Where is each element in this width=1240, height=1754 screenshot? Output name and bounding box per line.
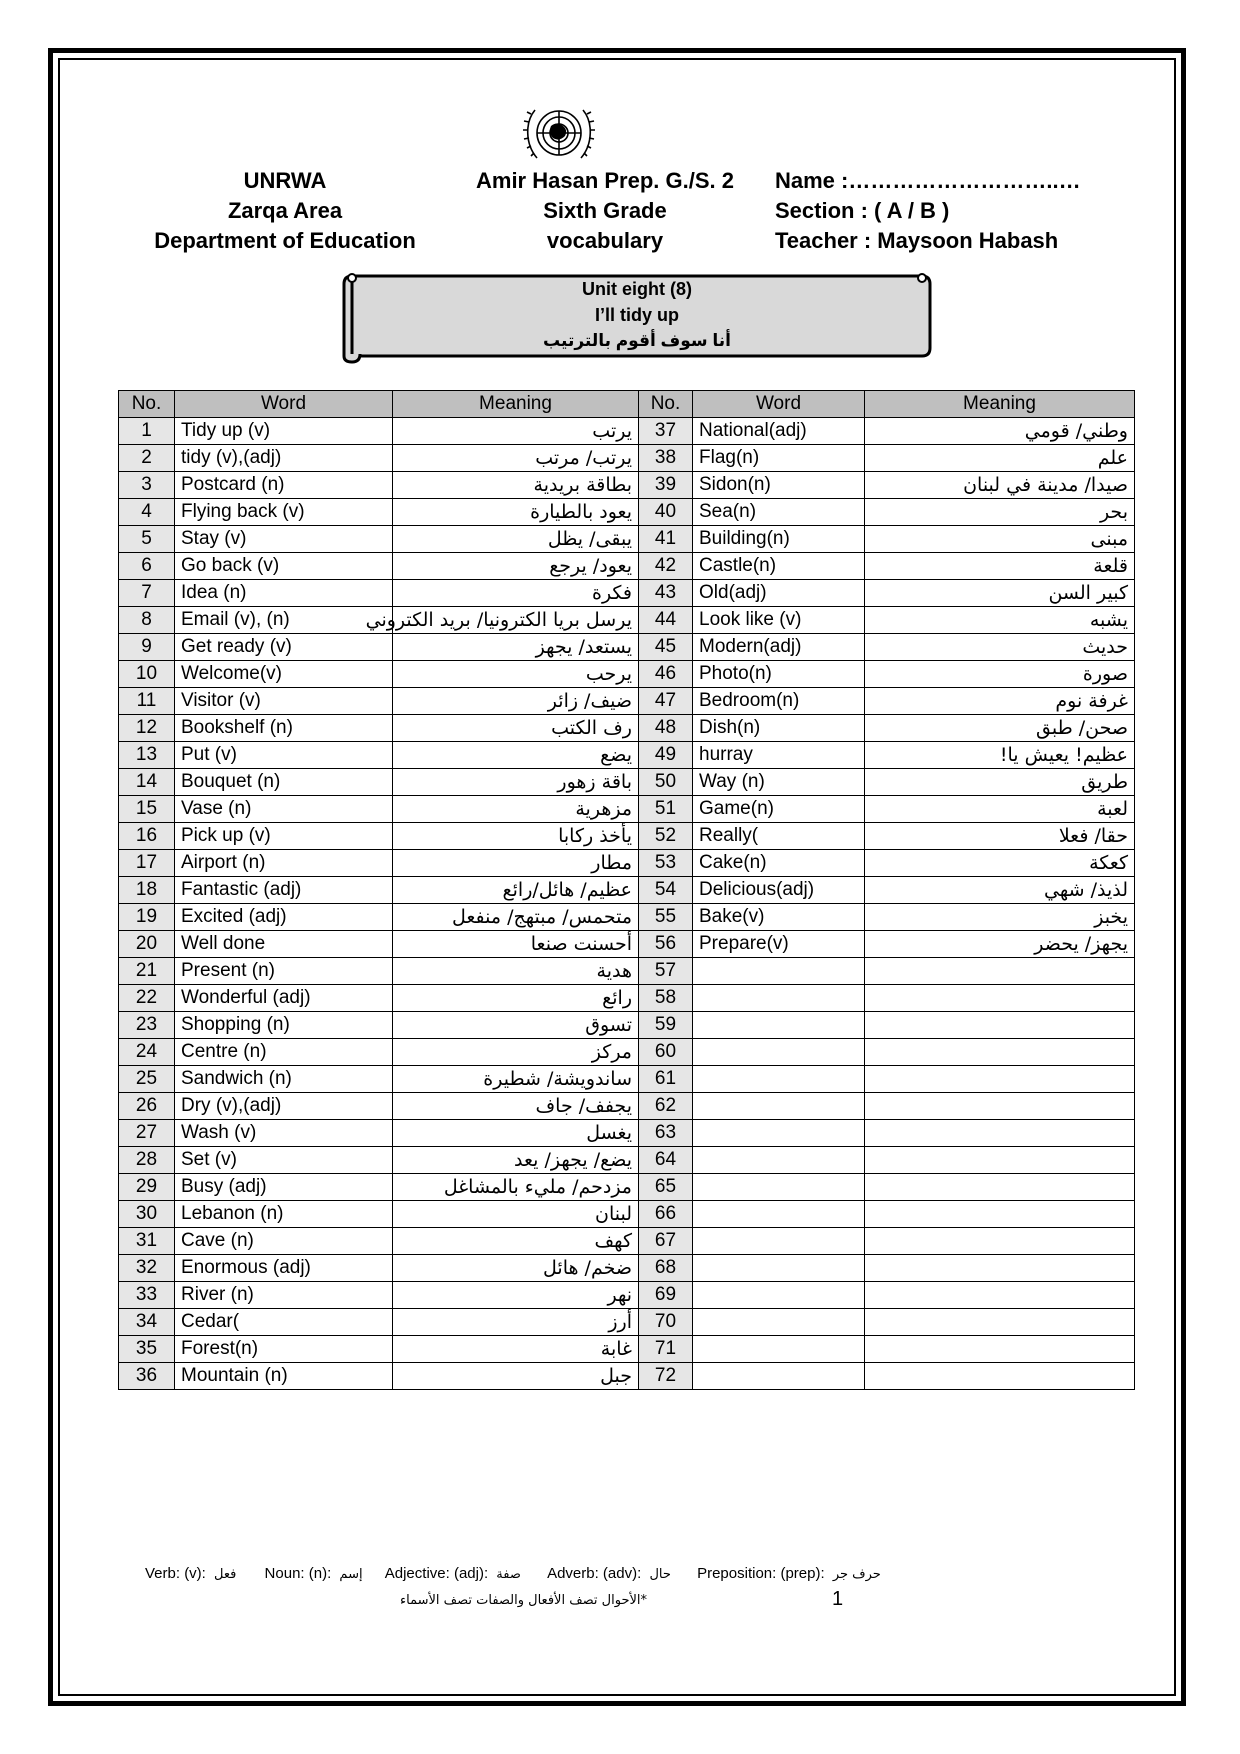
row-number: 26	[119, 1093, 175, 1120]
meaning-cell: طريق	[865, 769, 1135, 796]
table-row	[119, 688, 1135, 715]
table-row	[119, 1336, 1135, 1363]
word-cell	[693, 1147, 865, 1174]
word-cell: Game(n)	[693, 796, 865, 823]
meaning-cell: عظيم! يعيش يا!	[865, 742, 1135, 769]
header-org: UNRWA	[243, 168, 327, 193]
meaning-cell: كبير السن	[865, 580, 1135, 607]
row-number: 44	[639, 607, 693, 634]
word-cell	[693, 1120, 865, 1147]
row-number: 33	[119, 1282, 175, 1309]
header-name-field[interactable]: Name :………………………..…	[775, 168, 1081, 193]
row-number: 25	[119, 1066, 175, 1093]
word-cell: Airport (n)	[175, 850, 393, 877]
word-cell: Prepare(v)	[693, 931, 865, 958]
row-number: 29	[119, 1174, 175, 1201]
word-cell: hurray	[693, 742, 865, 769]
row-number: 6	[119, 553, 175, 580]
header-teacher: Teacher : Maysoon Habash	[775, 228, 1059, 253]
row-number: 30	[119, 1201, 175, 1228]
meaning-cell: نهر	[393, 1282, 639, 1309]
row-number: 5	[119, 526, 175, 553]
table-row	[119, 1174, 1135, 1201]
word-cell: Building(n)	[693, 526, 865, 553]
meaning-cell: أحسنت صنعا	[393, 931, 639, 958]
meaning-cell	[865, 1282, 1135, 1309]
header-subject: vocabulary	[546, 228, 664, 253]
word-cell: Stay (v)	[175, 526, 393, 553]
row-number: 53	[639, 850, 693, 877]
row-number: 52	[639, 823, 693, 850]
row-number: 13	[119, 742, 175, 769]
word-cell: tidy (v),(adj)	[175, 445, 393, 472]
legend-preposition-en: Preposition: (prep):	[697, 1565, 825, 1582]
meaning-cell: بحر	[865, 499, 1135, 526]
word-cell: Forest(n)	[175, 1336, 393, 1363]
row-number: 67	[639, 1228, 693, 1255]
row-number: 17	[119, 850, 175, 877]
row-number: 21	[119, 958, 175, 985]
meaning-cell: متحمس/ مبتهج/ منفعل	[393, 904, 639, 931]
word-cell: Dish(n)	[693, 715, 865, 742]
legend-preposition-ar: حرف جر	[832, 1567, 881, 1582]
legend-adjective-ar: صفة	[496, 1567, 521, 1582]
word-cell: Busy (adj)	[175, 1174, 393, 1201]
row-number: 66	[639, 1201, 693, 1228]
meaning-cell: حديث	[865, 634, 1135, 661]
header-section: Section : ( A / B )	[775, 198, 950, 223]
column-header: No.	[119, 391, 175, 418]
meaning-cell: يشبه	[865, 607, 1135, 634]
unit-title: Unit eight (8)	[582, 279, 692, 299]
row-number: 18	[119, 877, 175, 904]
word-cell: Flag(n)	[693, 445, 865, 472]
table-row	[119, 1228, 1135, 1255]
row-number: 11	[119, 688, 175, 715]
row-number: 45	[639, 634, 693, 661]
un-emblem-logo	[521, 100, 597, 166]
table-row	[119, 877, 1135, 904]
row-number: 72	[639, 1363, 693, 1390]
meaning-cell: يخبز	[865, 904, 1135, 931]
row-number: 61	[639, 1066, 693, 1093]
word-cell: Cedar(	[175, 1309, 393, 1336]
row-number: 71	[639, 1336, 693, 1363]
table-row	[119, 526, 1135, 553]
word-cell: Centre (n)	[175, 1039, 393, 1066]
word-cell: Pick up (v)	[175, 823, 393, 850]
row-number: 47	[639, 688, 693, 715]
row-number: 32	[119, 1255, 175, 1282]
row-number: 59	[639, 1012, 693, 1039]
meaning-cell	[865, 1201, 1135, 1228]
word-cell: Wash (v)	[175, 1120, 393, 1147]
word-cell: Way (n)	[693, 769, 865, 796]
row-number: 1	[119, 418, 175, 445]
word-cell: Bedroom(n)	[693, 688, 865, 715]
table-row	[119, 904, 1135, 931]
table-row	[119, 1201, 1135, 1228]
meaning-cell	[865, 1336, 1135, 1363]
table-row	[119, 931, 1135, 958]
table-row	[119, 1147, 1135, 1174]
table-row	[119, 715, 1135, 742]
footer-note: *الأحوال تصف الأفعال والصفات تصف الأسماء	[400, 1593, 648, 1608]
table-row	[119, 823, 1135, 850]
row-number: 41	[639, 526, 693, 553]
row-number: 60	[639, 1039, 693, 1066]
word-cell: Bake(v)	[693, 904, 865, 931]
table-row	[119, 445, 1135, 472]
meaning-cell	[865, 1255, 1135, 1282]
row-number: 2	[119, 445, 175, 472]
word-cell: Go back (v)	[175, 553, 393, 580]
table-row	[119, 499, 1135, 526]
meaning-cell: مطار	[393, 850, 639, 877]
table-row	[119, 472, 1135, 499]
word-cell: Photo(n)	[693, 661, 865, 688]
word-cell: Email (v), (n)	[175, 607, 393, 634]
word-cell	[693, 1255, 865, 1282]
column-header: Meaning	[393, 391, 639, 418]
word-cell: Get ready (v)	[175, 634, 393, 661]
table-row	[119, 850, 1135, 877]
word-cell: Really(	[693, 823, 865, 850]
meaning-cell: يرتب/ مرتب	[393, 445, 639, 472]
meaning-cell: يعود بالطيارة	[393, 499, 639, 526]
meaning-cell: يعود/ يرجع	[393, 553, 639, 580]
row-number: 57	[639, 958, 693, 985]
row-number: 7	[119, 580, 175, 607]
row-number: 51	[639, 796, 693, 823]
row-number: 69	[639, 1282, 693, 1309]
row-number: 8	[119, 607, 175, 634]
meaning-cell	[865, 958, 1135, 985]
table-row	[119, 1039, 1135, 1066]
legend-adjective-en: Adjective: (adj):	[384, 1565, 489, 1582]
word-cell: Cake(n)	[693, 850, 865, 877]
unit-arabic-title: أنا سوف أقوم بالترتيب	[543, 331, 731, 350]
meaning-cell	[865, 1066, 1135, 1093]
meaning-cell: يجفف/ جاف	[393, 1093, 639, 1120]
table-row	[119, 553, 1135, 580]
word-cell: National(adj)	[693, 418, 865, 445]
word-cell: Fantastic (adj)	[175, 877, 393, 904]
row-number: 48	[639, 715, 693, 742]
header-school: Amir Hasan Prep. G./S. 2	[476, 168, 734, 193]
word-cell: Tidy up (v)	[175, 418, 393, 445]
word-cell: Vase (n)	[175, 796, 393, 823]
meaning-cell: عظيم/ هائل/رائع	[393, 877, 639, 904]
row-number: 3	[119, 472, 175, 499]
meaning-cell: جبل	[393, 1363, 639, 1390]
word-cell	[693, 958, 865, 985]
meaning-cell: يضع/ يجهز/ يعد	[393, 1147, 639, 1174]
table-row	[119, 1309, 1135, 1336]
legend-adverb-en: Adverb: (adv):	[547, 1565, 642, 1582]
table-row	[119, 742, 1135, 769]
table-row	[119, 1066, 1135, 1093]
column-header: Meaning	[865, 391, 1135, 418]
meaning-cell	[865, 1174, 1135, 1201]
meaning-cell: صيدا/ مدينة في لبنان	[865, 472, 1135, 499]
legend-noun-en: Noun: (n):	[264, 1565, 332, 1582]
row-number: 9	[119, 634, 175, 661]
row-number: 15	[119, 796, 175, 823]
meaning-cell	[865, 1309, 1135, 1336]
row-number: 35	[119, 1336, 175, 1363]
word-cell: Mountain (n)	[175, 1363, 393, 1390]
word-cell: Old(adj)	[693, 580, 865, 607]
legend-verb-ar: فعل	[214, 1567, 237, 1582]
meaning-cell	[865, 1012, 1135, 1039]
column-header: Word	[693, 391, 865, 418]
meaning-cell: لبنان	[393, 1201, 639, 1228]
word-cell: River (n)	[175, 1282, 393, 1309]
row-number: 54	[639, 877, 693, 904]
table-row	[119, 1282, 1135, 1309]
word-cell: Lebanon (n)	[175, 1201, 393, 1228]
row-number: 37	[639, 418, 693, 445]
row-number: 10	[119, 661, 175, 688]
meaning-cell: يرحب	[393, 661, 639, 688]
meaning-cell: مزدحم/ مليء بالمشاغل	[393, 1174, 639, 1201]
meaning-cell: باقة زهور	[393, 769, 639, 796]
unit-subtitle: I’ll tidy up	[595, 305, 679, 325]
row-number: 64	[639, 1147, 693, 1174]
meaning-cell: قلعة	[865, 553, 1135, 580]
row-number: 38	[639, 445, 693, 472]
table-row	[119, 1093, 1135, 1120]
word-cell	[693, 1228, 865, 1255]
word-cell	[693, 1066, 865, 1093]
meaning-cell: يستعد/ يجهز	[393, 634, 639, 661]
meaning-cell	[865, 1363, 1135, 1390]
table-row	[119, 607, 1135, 634]
meaning-cell	[865, 1093, 1135, 1120]
legend-noun-ar: إسم	[339, 1567, 363, 1582]
row-number: 20	[119, 931, 175, 958]
word-cell: Postcard (n)	[175, 472, 393, 499]
row-number: 34	[119, 1309, 175, 1336]
word-cell: Visitor (v)	[175, 688, 393, 715]
word-cell: Flying back (v)	[175, 499, 393, 526]
meaning-cell: حقا/ فعلا	[865, 823, 1135, 850]
table-row	[119, 985, 1135, 1012]
word-cell: Set (v)	[175, 1147, 393, 1174]
meaning-cell: كعكة	[865, 850, 1135, 877]
word-cell: Sidon(n)	[693, 472, 865, 499]
word-cell: Excited (adj)	[175, 904, 393, 931]
row-number: 14	[119, 769, 175, 796]
page-number: 1	[832, 1588, 844, 1610]
word-cell: Dry (v),(adj)	[175, 1093, 393, 1120]
table-row	[119, 1255, 1135, 1282]
meaning-cell: يرسل بريا الكترونيا/ بريد الكتروني	[393, 607, 639, 634]
word-cell: Bookshelf (n)	[175, 715, 393, 742]
word-cell: Shopping (n)	[175, 1012, 393, 1039]
word-cell: Castle(n)	[693, 553, 865, 580]
word-cell: Delicious(adj)	[693, 877, 865, 904]
row-number: 62	[639, 1093, 693, 1120]
word-cell: Present (n)	[175, 958, 393, 985]
word-cell: Enormous (adj)	[175, 1255, 393, 1282]
row-number: 42	[639, 553, 693, 580]
meaning-cell: ضيف/ زائر	[393, 688, 639, 715]
word-cell	[693, 1201, 865, 1228]
row-number: 27	[119, 1120, 175, 1147]
table-row	[119, 1363, 1135, 1390]
word-cell	[693, 1363, 865, 1390]
meaning-cell: علم	[865, 445, 1135, 472]
row-number: 39	[639, 472, 693, 499]
row-number: 22	[119, 985, 175, 1012]
abbreviation-legend	[145, 1565, 885, 1582]
row-number: 19	[119, 904, 175, 931]
row-number: 68	[639, 1255, 693, 1282]
row-number: 50	[639, 769, 693, 796]
meaning-cell: تسوق	[393, 1012, 639, 1039]
table-row	[119, 796, 1135, 823]
row-number: 23	[119, 1012, 175, 1039]
table-row	[119, 418, 1135, 445]
row-number: 36	[119, 1363, 175, 1390]
word-cell: Sea(n)	[693, 499, 865, 526]
meaning-cell: فكرة	[393, 580, 639, 607]
meaning-cell: ضخم/ هائل	[393, 1255, 639, 1282]
meaning-cell: مركز	[393, 1039, 639, 1066]
meaning-cell: بطاقة بريدية	[393, 472, 639, 499]
meaning-cell: صورة	[865, 661, 1135, 688]
word-cell: Cave (n)	[175, 1228, 393, 1255]
row-number: 40	[639, 499, 693, 526]
table-row	[119, 1120, 1135, 1147]
word-cell	[693, 1012, 865, 1039]
meaning-cell: يأخذ ركابا	[393, 823, 639, 850]
word-cell: Put (v)	[175, 742, 393, 769]
table-row	[119, 634, 1135, 661]
meaning-cell: وطني/ قومي	[865, 418, 1135, 445]
meaning-cell: يبقى/ يظل	[393, 526, 639, 553]
meaning-cell: يرتب	[393, 418, 639, 445]
word-cell: Bouquet (n)	[175, 769, 393, 796]
word-cell	[693, 1174, 865, 1201]
word-cell	[693, 985, 865, 1012]
meaning-cell: مزهرية	[393, 796, 639, 823]
row-number: 31	[119, 1228, 175, 1255]
meaning-cell: مبنى	[865, 526, 1135, 553]
word-cell: Look like (v)	[693, 607, 865, 634]
header-department: Department of Education	[154, 228, 416, 253]
meaning-cell: يجهز/ يحضر	[865, 931, 1135, 958]
word-cell	[693, 1336, 865, 1363]
row-number: 56	[639, 931, 693, 958]
row-number: 24	[119, 1039, 175, 1066]
meaning-cell: أرز	[393, 1309, 639, 1336]
table-row	[119, 661, 1135, 688]
meaning-cell: كهف	[393, 1228, 639, 1255]
table-row	[119, 1012, 1135, 1039]
meaning-cell: رائع	[393, 985, 639, 1012]
row-number: 63	[639, 1120, 693, 1147]
row-number: 58	[639, 985, 693, 1012]
row-number: 4	[119, 499, 175, 526]
meaning-cell: غرفة نوم	[865, 688, 1135, 715]
row-number: 12	[119, 715, 175, 742]
meaning-cell	[865, 1147, 1135, 1174]
legend-adverb-ar: حال	[649, 1567, 671, 1582]
row-number: 46	[639, 661, 693, 688]
row-number: 16	[119, 823, 175, 850]
word-cell	[693, 1093, 865, 1120]
header-grade: Sixth Grade	[543, 198, 667, 223]
word-cell	[693, 1039, 865, 1066]
vocabulary-table	[118, 390, 1135, 1390]
table-row	[119, 958, 1135, 985]
meaning-cell: رف الكتب	[393, 715, 639, 742]
meaning-cell: لذيذ/ شهي	[865, 877, 1135, 904]
table-row	[119, 769, 1135, 796]
word-cell: Idea (n)	[175, 580, 393, 607]
meaning-cell: يغسل	[393, 1120, 639, 1147]
row-number: 55	[639, 904, 693, 931]
unit-title-block	[342, 276, 932, 354]
row-number: 70	[639, 1309, 693, 1336]
word-cell: Sandwich (n)	[175, 1066, 393, 1093]
meaning-cell: غابة	[393, 1336, 639, 1363]
meaning-cell	[865, 1120, 1135, 1147]
word-cell: Welcome(v)	[175, 661, 393, 688]
row-number: 65	[639, 1174, 693, 1201]
header-area: Zarqa Area	[227, 198, 343, 223]
row-number: 49	[639, 742, 693, 769]
meaning-cell: يضع	[393, 742, 639, 769]
header-right-block	[775, 166, 1105, 256]
word-cell	[693, 1309, 865, 1336]
table-header-row	[119, 391, 1135, 418]
meaning-cell	[865, 1039, 1135, 1066]
header-middle-block	[460, 166, 750, 256]
meaning-cell: هدية	[393, 958, 639, 985]
word-cell	[693, 1282, 865, 1309]
meaning-cell: صحن/ طبق	[865, 715, 1135, 742]
column-header: No.	[639, 391, 693, 418]
column-header: Word	[175, 391, 393, 418]
meaning-cell: لعبة	[865, 796, 1135, 823]
word-cell: Wonderful (adj)	[175, 985, 393, 1012]
word-cell: Well done	[175, 931, 393, 958]
header-left-block	[140, 166, 430, 256]
row-number: 28	[119, 1147, 175, 1174]
legend-verb-en: Verb: (v):	[145, 1565, 206, 1582]
table-row	[119, 580, 1135, 607]
meaning-cell	[865, 1228, 1135, 1255]
row-number: 43	[639, 580, 693, 607]
meaning-cell	[865, 985, 1135, 1012]
word-cell: Modern(adj)	[693, 634, 865, 661]
meaning-cell: ساندويشة/ شطيرة	[393, 1066, 639, 1093]
